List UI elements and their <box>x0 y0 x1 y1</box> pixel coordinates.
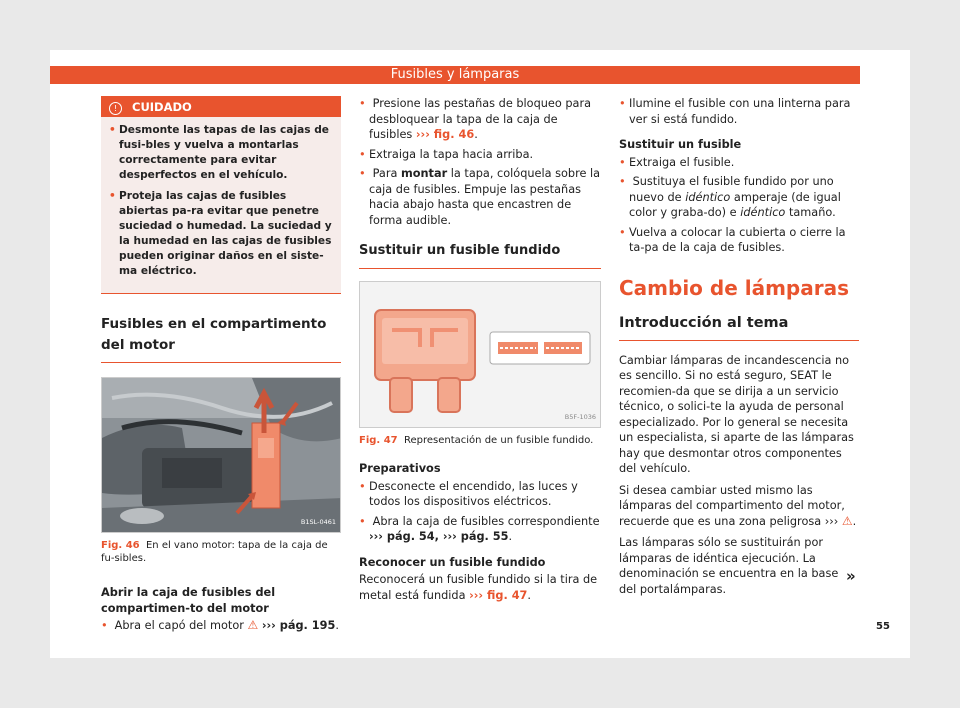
caution-box <box>101 96 341 294</box>
bullet-text: amperaje (de igual color y graba-do) e <box>629 190 841 219</box>
paragraph: Cambiar lámparas de incandescencia no es sencillo. Si no está seguro, SEAT le recomien-da que se dirija a un servicio técnico, o solici-te la ayuda de personal especializado. Por lo general se necesita un especialista, si aparte de las lámparas hay que desmontar otros componentes del vehículo. <box>619 353 854 475</box>
warning-icon: ⚠ <box>247 618 259 632</box>
page-number: 55 <box>876 621 890 632</box>
paragraph: Las lámparas sólo se sustituirán por lámparas de idéntica ejecución. La denominación se encuentra en la base del portalámparas. <box>619 536 839 596</box>
bullet-text: Abra el capó del motor <box>114 619 244 632</box>
figure-caption-text: Representación de un fusible fundido. <box>403 435 594 446</box>
caution-item: • Desmonte las tapas de las cajas de fusi-bles y vuelva a montarlas correctamente para evitar desperfectos en el vehículo. <box>109 123 333 183</box>
figure-caption <box>101 539 341 565</box>
paragraph-text: Reconocerá un fusible fundido si la tira de metal está fundida <box>359 573 598 602</box>
subheading: Reconocer un fusible fundido <box>359 555 546 569</box>
subheading: Abrir la caja de fusibles del compartimen-to del motor <box>101 586 276 615</box>
column-right <box>619 96 859 603</box>
subheading: Preparativos <box>359 462 441 475</box>
list-item <box>359 96 601 143</box>
punct: . <box>852 514 857 528</box>
figure-47 <box>359 281 601 428</box>
engine-bay-illustration <box>102 378 341 532</box>
italic-term: idéntico <box>740 206 786 219</box>
list-item <box>101 618 341 634</box>
list-item <box>619 174 859 221</box>
punct: . <box>527 588 532 602</box>
page-link[interactable]: ››› pág. 54, ››› pág. 55 <box>369 530 509 543</box>
list-item: • Ilumine el fusible con una linterna para ver si está fundido. <box>619 96 859 127</box>
paragraph <box>619 483 859 530</box>
section-heading: Fusibles en el compartimento del motor <box>101 314 341 363</box>
bullet-text: Sustituya el fusible fundido por uno nuevo de <box>629 175 834 204</box>
chapter-title: Cambio de lámparas <box>619 275 849 300</box>
figure-label: Fig. 47 <box>359 435 398 446</box>
bold-term: montar <box>400 167 448 180</box>
subheading: Sustituir un fusible <box>619 138 742 151</box>
paragraph-text: Si desea cambiar usted mismo las lámparas del compartimento del motor, recuerde que es una zona peligrosa ››› <box>619 483 845 528</box>
info-icon: ! <box>109 102 122 115</box>
list-item: • Vuelva a colocar la cubierta o cierre la ta-pa de la caja de fusibles. <box>619 225 859 256</box>
figure-code: B1SL-0461 <box>300 517 336 526</box>
continue-marker: » <box>846 567 856 585</box>
caution-body <box>101 117 341 279</box>
figure-caption-text: En el vano motor: tapa de la caja de fu-sibles. <box>101 540 328 564</box>
section-header: Fusibles y lámparas <box>50 66 860 84</box>
figure-caption <box>359 434 601 447</box>
bullet-text: Abra la caja de fusibles correspondiente <box>372 514 600 528</box>
section-heading: Introducción al tema <box>619 314 859 341</box>
caution-title: CUIDADO <box>132 100 192 114</box>
figure-label: Fig. 46 <box>101 540 140 551</box>
punct: . <box>335 619 339 632</box>
punct: . <box>474 128 478 141</box>
bullet-text: la tapa, colóquela sobre la caja de fusibles. Empuje las pestañas hacia abajo hasta que encastren de forma audible. <box>369 167 601 227</box>
figure-46 <box>101 377 341 533</box>
italic-term: idéntico <box>685 190 731 204</box>
list-item: • Desconecte el encendido, las luces y todos los dispositivos eléctricos. <box>359 479 601 510</box>
section-heading: Sustituir un fusible fundido <box>359 242 601 269</box>
paragraph <box>359 572 601 603</box>
blown-fuse-illustration <box>360 282 600 427</box>
punct: . <box>508 530 513 543</box>
list-item: • Extraiga el fusible. <box>619 155 859 171</box>
bullet-text: Presione las pestañas de bloqueo para desbloquear la tapa de la caja de fusibles <box>369 97 592 141</box>
bullet-text: Para <box>372 167 398 180</box>
warning-icon: ⚠ <box>841 513 853 528</box>
figure-link[interactable]: ››› fig. 46 <box>415 128 475 141</box>
column-middle <box>359 96 601 609</box>
column-left <box>101 96 341 638</box>
bullet-text: tamaño. <box>788 206 836 219</box>
list-item <box>359 166 601 228</box>
figure-code: B5F-1036 <box>564 412 596 421</box>
caution-header <box>101 97 341 117</box>
list-item <box>359 514 601 545</box>
figure-link[interactable]: ››› fig. 47 <box>469 588 528 602</box>
page-link[interactable]: ››› pág. 195 <box>261 619 336 632</box>
list-item: • Extraiga la tapa hacia arriba. <box>359 147 601 163</box>
caution-item: • Proteja las cajas de fusibles abiertas pa-ra evitar que penetre suciedad o humedad. La suciedad y la humedad en las cajas de fusibles pueden originar daños en el siste-ma eléctrico. <box>109 189 333 279</box>
